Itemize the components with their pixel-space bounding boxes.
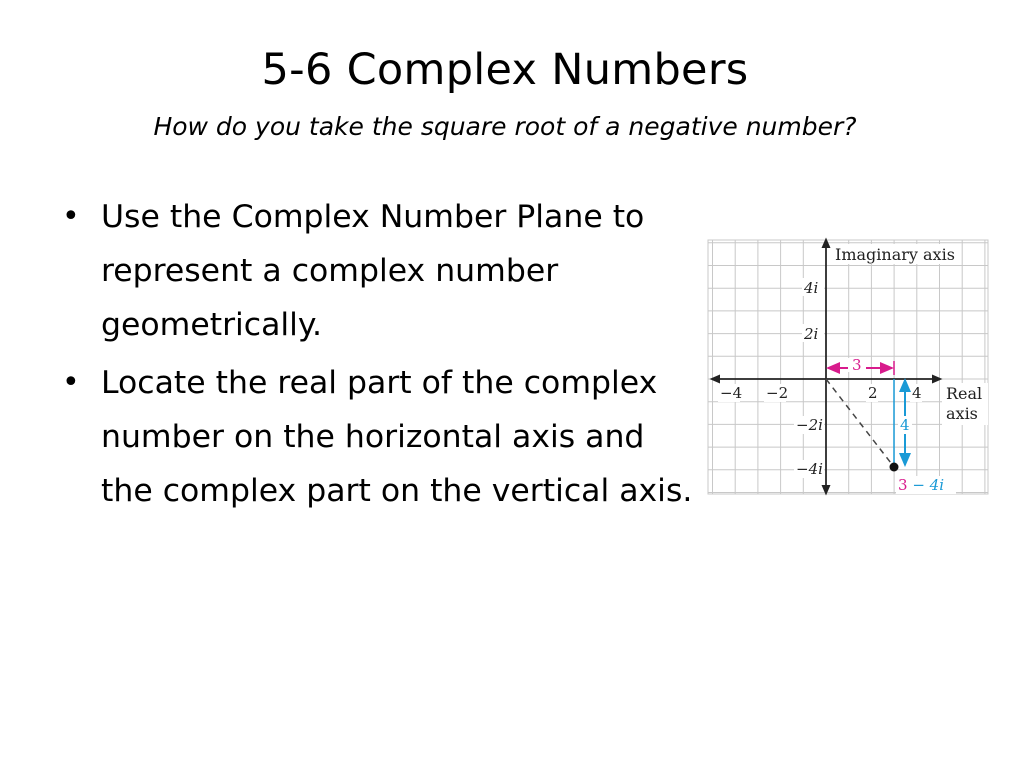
imag-part-label: 4 [900, 416, 910, 434]
x-tick-label: −4 [720, 384, 743, 402]
real-axis-label-line2: axis [946, 404, 978, 423]
y-tick-label: 2i [804, 325, 819, 343]
bullet-text: Use the Complex Number Plane to represent a complex number geometrically. [101, 199, 645, 343]
bullet-dot-icon: • [62, 365, 80, 400]
complex-point [890, 463, 899, 472]
complex-plane-figure [706, 236, 998, 498]
y-tick-label: −4i [796, 460, 823, 478]
bullet-dot-icon: • [62, 199, 80, 234]
y-tick-label: 4i [804, 279, 819, 297]
bullet-list [56, 190, 696, 522]
real-axis-label-line1: Real [946, 384, 983, 403]
real-part-label: 3 [852, 356, 862, 374]
y-tick-label: −2i [796, 416, 823, 434]
point-label [898, 476, 944, 494]
imaginary-axis-label: Imaginary axis [835, 245, 955, 264]
point-label-imag: − 4i [907, 476, 944, 494]
slide-title: 5-6 Complex Numbers [261, 45, 749, 95]
slide-subtitle: How do you take the square root of a negative number? [153, 112, 857, 141]
bullet-item [56, 190, 696, 352]
x-tick-label: 2 [868, 384, 878, 402]
x-tick-label: −2 [766, 384, 789, 402]
modulus-dashed-line [826, 379, 894, 467]
x-tick-label: 4 [912, 384, 922, 402]
bullet-text: Locate the real part of the complex number on the horizontal axis and the complex part on the vertical axis. [101, 365, 693, 509]
bullet-item [56, 356, 696, 518]
complex-plane-svg [706, 236, 998, 498]
point-label-real: 3 [898, 476, 908, 494]
